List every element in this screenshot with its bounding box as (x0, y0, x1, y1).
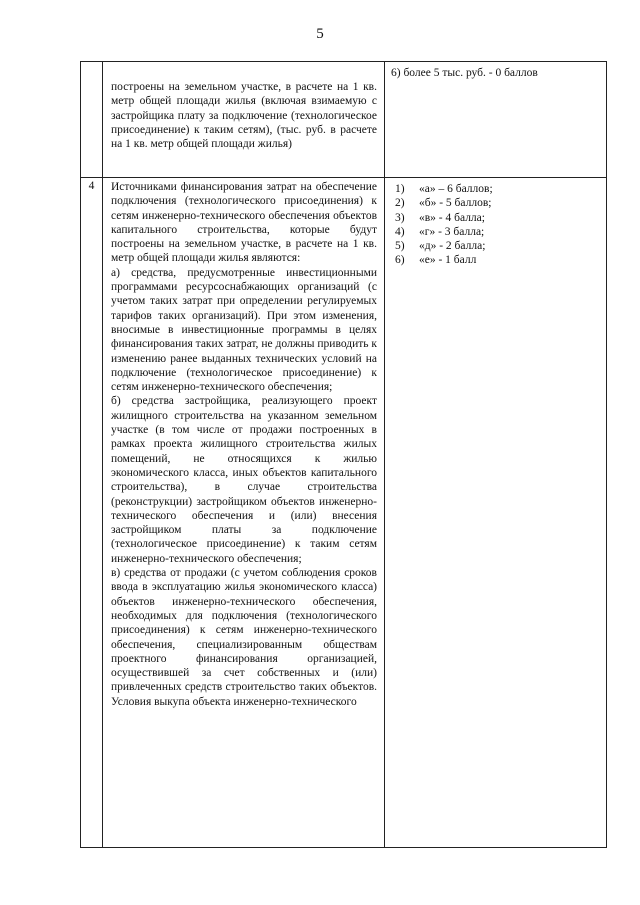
paragraph-intro: Источниками финансирования затрат на обеспечение подключения (технологического присоединения) к сетям инженерно-технического обеспечения объектов капитального строительства, которые будут построены на земельном участке, в расчете на 1 кв. метр общей площади жилья являются: (111, 181, 377, 265)
row-text: построены на земельном участке, в расчете на 1 кв. метр общей площади жилья (включая взимаемую с застройщика плату за подключение (технологическое присоединение) к таким сетям), (тыс. руб. в расчете на 1 кв. метр общей площади жилья) (111, 81, 377, 151)
table-row-continued (81, 62, 607, 178)
page-number: 5 (316, 26, 324, 42)
criteria-text: 6) более 5 тыс. руб. - 0 баллов (391, 67, 538, 79)
criteria-table (80, 61, 607, 848)
paragraph-a: а) средства, предусмотренные инвестиционными программами ресурсоснабжающих организаций (с учетом таких затрат при определении регулируемых тарифов таких организаций). При этом изменения, вносимые в инвестиционные программы в целях финансирования таких затрат, не должны приводить к изменению ранее выданных технических условий на подключение (технологическое присоединение) к сетям инженерно-технического обеспечения; (111, 266, 377, 394)
table-row-4 (81, 178, 607, 848)
criteria-item: 2) «б» - 5 баллов; (395, 197, 492, 210)
row-number-cell: 4 (81, 178, 103, 848)
row-text-cell (103, 62, 385, 178)
criteria-item: 1) «а» – 6 баллов; (395, 183, 493, 195)
criteria-item: 4) «г» - 3 балла; (395, 225, 485, 238)
criteria-item: 3) «в» - 4 балла; (395, 211, 485, 224)
paragraph-v: в) средства от продажи (с учетом соблюдения сроков ввода в эксплуатацию жилья экономического класса) объектов инженерно-технического обеспечения, необходимых для подключения (технологического присоединения) к сетям инженерно-технического обеспечения, специализированным обществам проектного финансирования организацией, осуществившей за счет собственных и (или) привлеченных средств строительство таких объектов. Условия выкупа объекта инженерно-технического (111, 567, 377, 708)
criteria-item: 5) «д» - 2 балла; (395, 240, 486, 253)
row-text-cell (103, 178, 385, 848)
row-criteria-cell (385, 178, 607, 848)
row-criteria-cell (385, 62, 607, 178)
criteria-item: 6) «е» - 1 балл (395, 254, 477, 267)
paragraph-b: б) средства застройщика, реализующего проект жилищного строительства на указанном земельном участке (в том числе от продажи построенных в рамках проекта жилищного строительства жилых помещений, не относящихся к жилью экономического класса, иных объектов капитального строительства), в случае строительства (реконструкции) застройщиком объектов инженерно-технического обеспечения и (или) внесения застройщиком платы за подключение (технологическое присоединение) к таким сетям инженерно-технического обеспечения; (111, 395, 377, 565)
row-number-cell (81, 62, 103, 178)
criteria-list (391, 182, 600, 268)
